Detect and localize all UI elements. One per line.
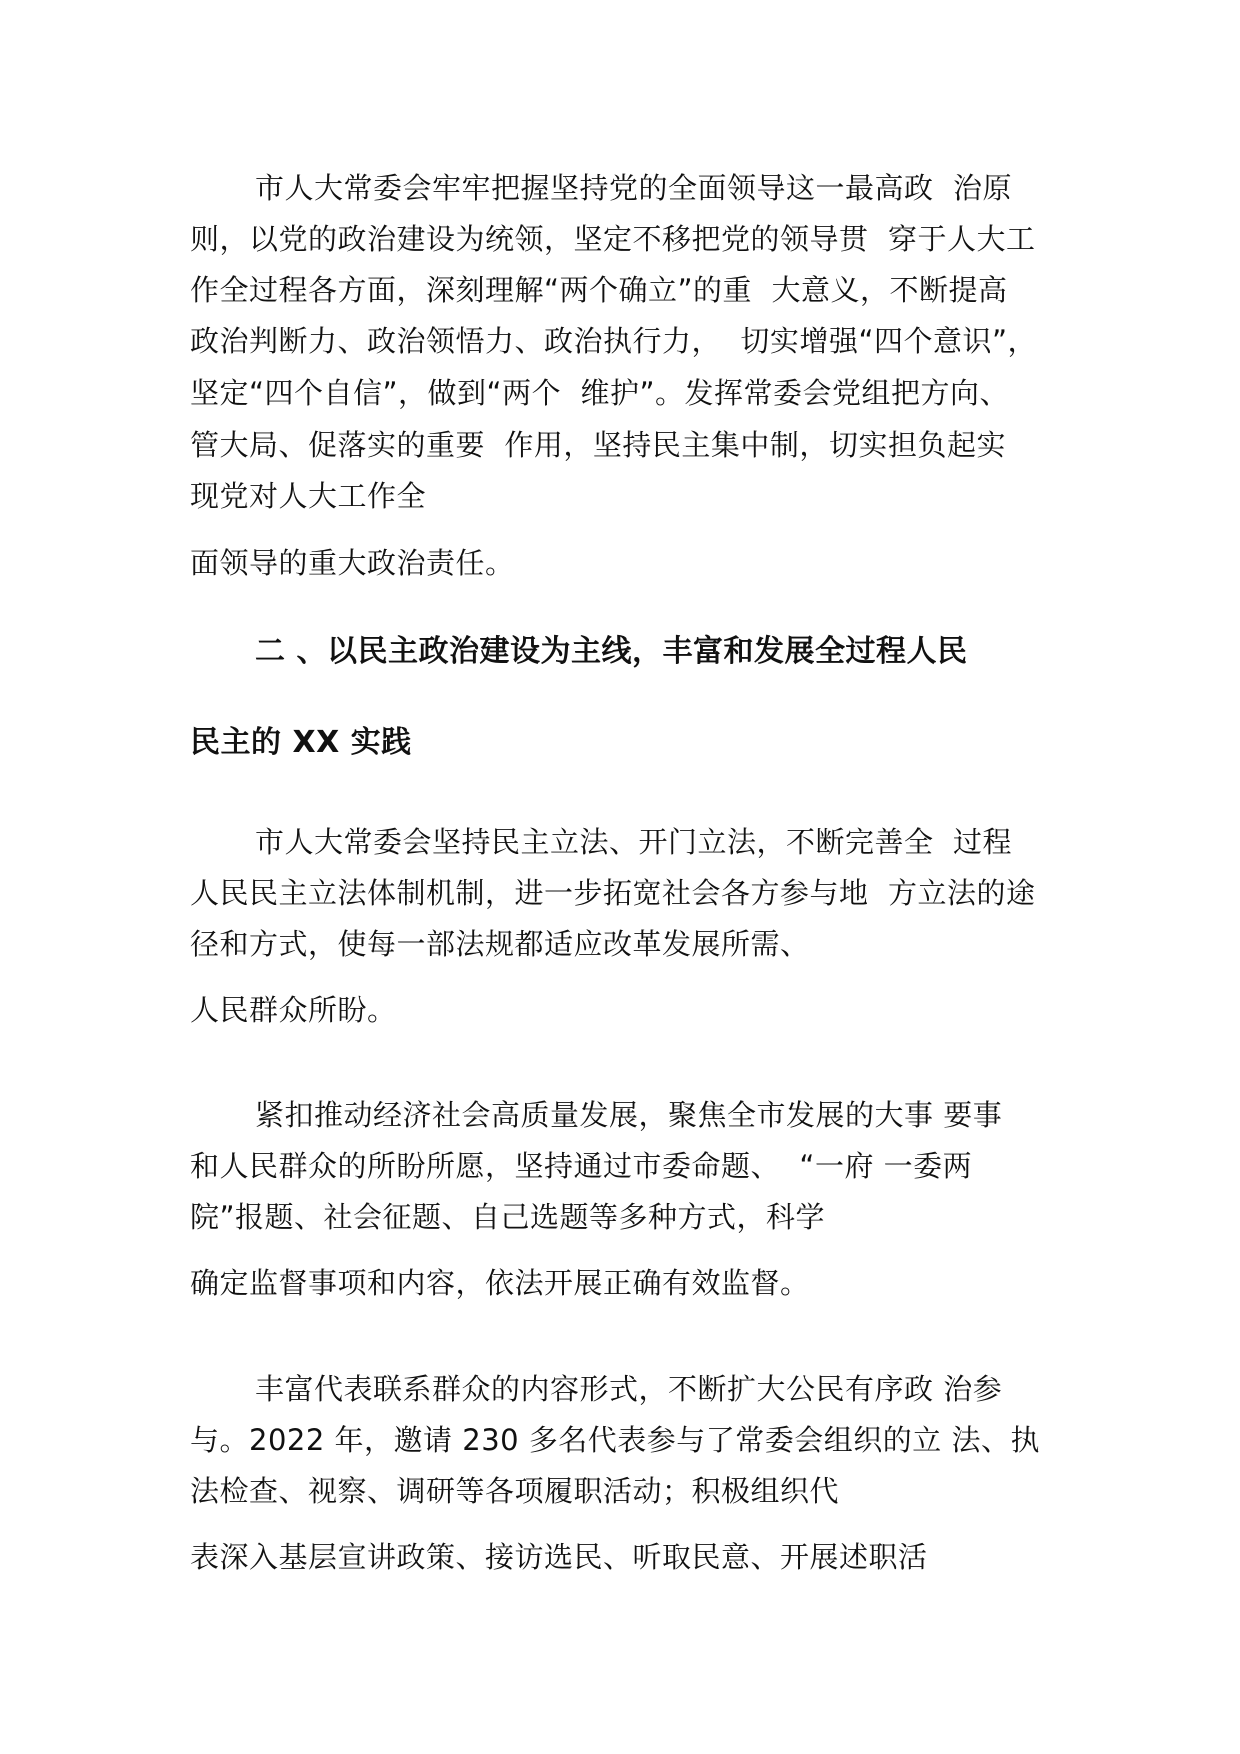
paragraph-1-line-2: 则，以党的政治建设为统领，坚定不移把党的领导贯 穿于人大工 [190, 222, 1036, 256]
paragraph-1-line-3: 作全过程各方面，深刻理解“两个确立”的重 大意义，不断提高 [190, 273, 1008, 307]
paragraph-3-line-1: 紧扣推动经济社会高质量发展，聚焦全市发展的大事 要事 [255, 1098, 1003, 1132]
paragraph-1-line-6: 管大局、促落实的重要 作用，坚持民主集中制，切实担负起实 [190, 428, 1006, 462]
paragraph-2-line-1: 市人大常委会坚持民主立法、开门立法，不断完善全 过程 [255, 825, 1012, 859]
section-heading-line-1: 二 、以民主政治建设为主线，丰富和发展全过程人民 [255, 634, 968, 669]
paragraph-1-line-8: 面领导的重大政治责任。 [190, 546, 515, 580]
paragraph-3-line-4: 确定监督事项和内容，依法开展正确有效监督。 [190, 1266, 810, 1300]
paragraph-1-line-4: 政治判断力、政治领悟力、政治执行力， 切实增强“四个意识”， [190, 324, 1037, 358]
paragraph-2-line-3: 径和方式，使每一部法规都适应改革发展所需、 [190, 927, 810, 961]
paragraph-4-line-4: 表深入基层宣讲政策、接访选民、听取民意、开展述职活 [190, 1540, 928, 1574]
paragraph-1-line-1: 市人大常委会牢牢把握坚持党的全面领导这一最高政 治原 [255, 171, 1012, 205]
paragraph-4-line-3: 法检查、视察、调研等各项履职活动；积极组织代 [190, 1474, 840, 1508]
paragraph-2-line-2: 人民民主立法体制机制，进一步拓宽社会各方参与地 方立法的途 [190, 876, 1036, 910]
paragraph-2-line-4: 人民群众所盼。 [190, 993, 397, 1027]
paragraph-4-line-1: 丰富代表联系群众的内容形式，不断扩大公民有序政 治参 [255, 1372, 1003, 1406]
paragraph-1-line-7: 现党对人大工作全 [190, 479, 427, 513]
paragraph-3-line-3: 院”报题、社会征题、自己选题等多种方式，科学 [190, 1200, 826, 1234]
section-heading-line-2: 民主的 XX 实践 [190, 725, 412, 760]
paragraph-4-line-2: 与。2022 年，邀请 230 多名代表参与了常委会组织的立 法、执 [190, 1423, 1041, 1457]
paragraph-3-line-2: 和人民群众的所盼所愿，坚持通过市委命题、 “一府 一委两 [190, 1149, 973, 1183]
paragraph-1-line-5: 坚定“四个自信”，做到“两个 维护”。发挥常委会党组把方向、 [190, 376, 1010, 410]
